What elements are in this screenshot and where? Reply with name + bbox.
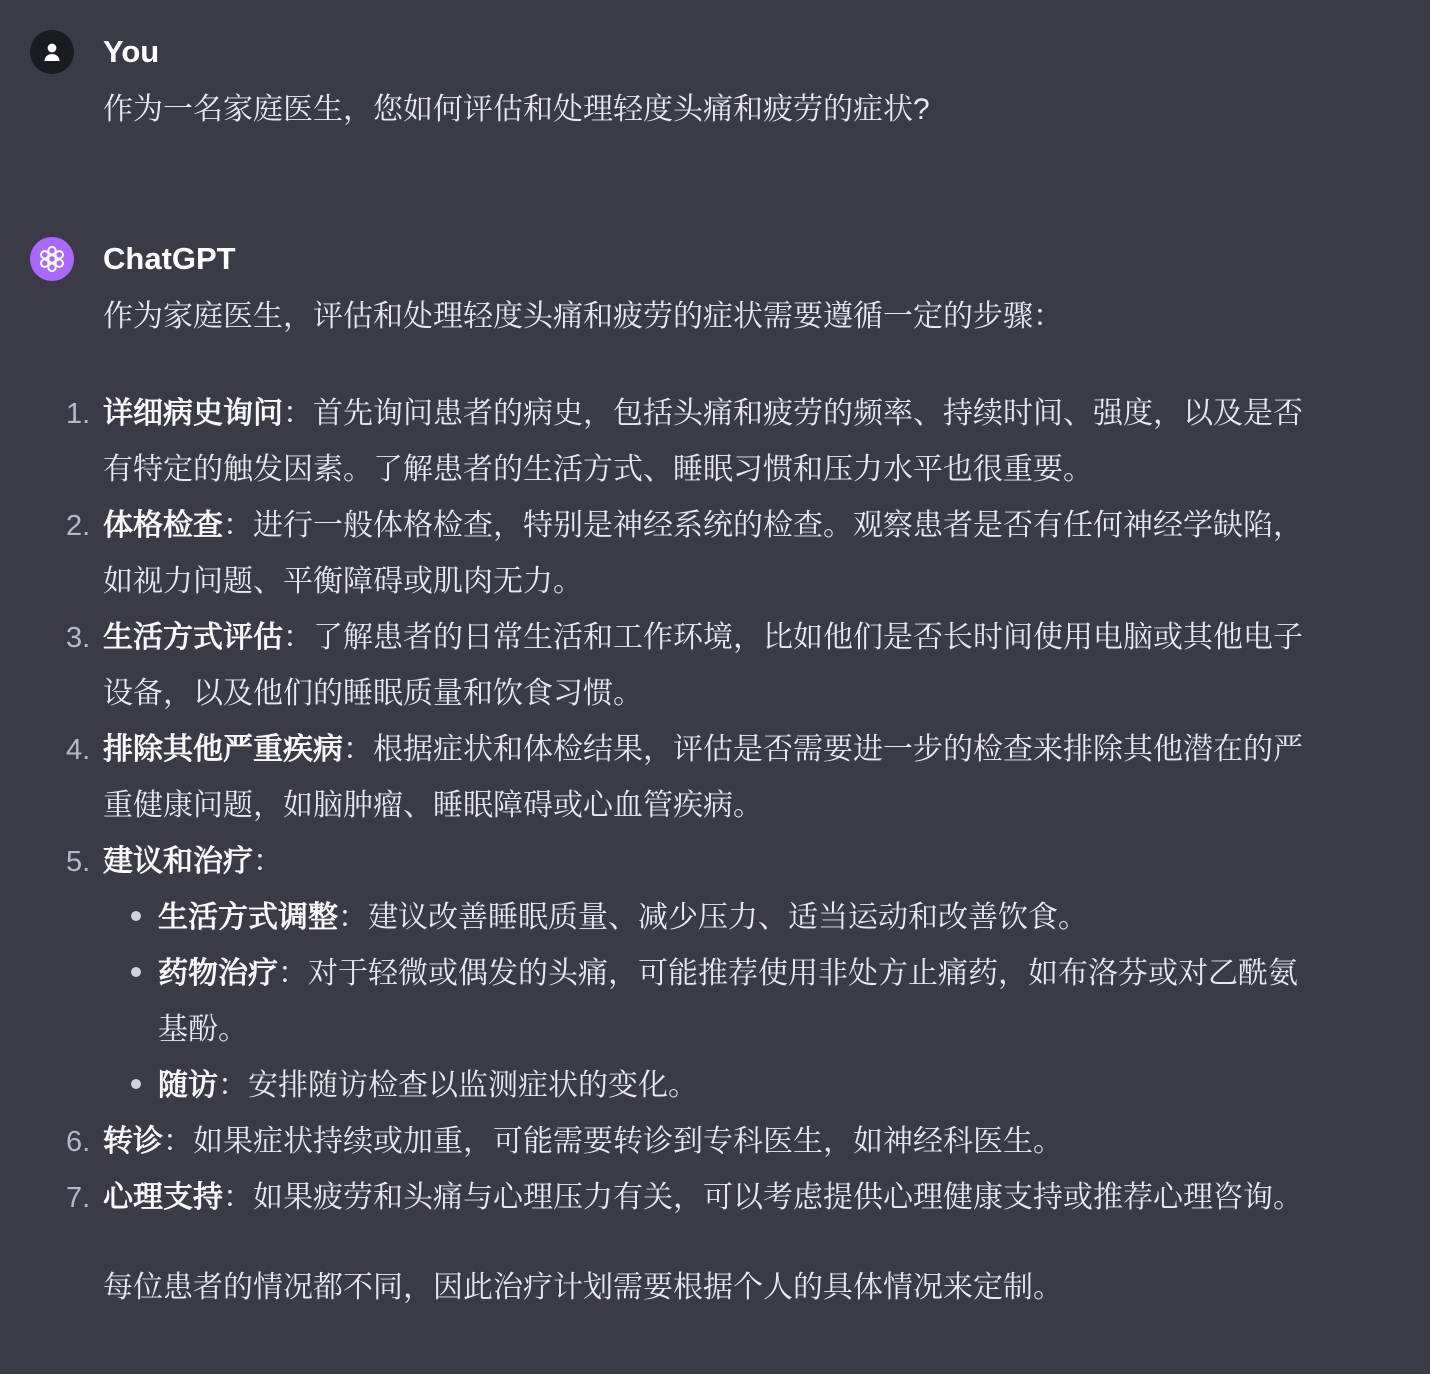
list-item-number: 4. <box>66 734 91 766</box>
list-item-title: 转诊 <box>103 1125 163 1158</box>
list-item-body: ：进行一般体格检查，特别是神经系统的检查。观察患者是否有任何神经学缺陷，如视力问题、平衡障碍或肌肉无力。 <box>103 509 1303 598</box>
list-item-number: 1. <box>66 398 91 430</box>
user-question: 作为一名家庭医生，您如何评估和处理轻度头痛和疲劳的症状? <box>103 93 930 126</box>
response-closing: 每位患者的情况都不同，因此治疗计划需要根据个人的具体情况来定制。 <box>103 1271 1063 1304</box>
person-icon <box>40 40 64 64</box>
list-item-title: 心理支持 <box>103 1181 223 1214</box>
user-message <box>30 30 1430 138</box>
sub-item-title: 随访 <box>158 1069 218 1102</box>
sub-item-body: ：建议改善睡眠质量、减少压力、适当运动和改善饮食。 <box>338 901 1088 934</box>
list-item-2 <box>66 498 1313 610</box>
numbered-list <box>66 386 1313 1226</box>
list-item-body: ：如果症状持续或加重，可能需要转诊到专科医生，如神经科医生。 <box>163 1125 1063 1158</box>
sub-item-body: ：对于轻微或偶发的头痛，可能推荐使用非处方止痛药，如布洛芬或对乙酰氨基酚。 <box>158 957 1298 1046</box>
list-item-title: 生活方式评估 <box>103 621 283 654</box>
assistant-message <box>30 237 1430 1316</box>
list-item-number: 3. <box>66 622 91 654</box>
sub-list-item-2 <box>158 946 1313 1058</box>
list-item-number: 5. <box>66 846 91 878</box>
list-item-title: 排除其他严重疾病 <box>103 733 343 766</box>
sub-item-title: 生活方式调整 <box>158 901 338 934</box>
bullet-icon <box>131 967 141 977</box>
list-item-number: 2. <box>66 510 91 542</box>
sub-list <box>103 890 1313 1114</box>
response-intro: 作为家庭医生，评估和处理轻度头痛和疲劳的症状需要遵循一定的步骤： <box>103 300 1063 333</box>
list-item-number: 6. <box>66 1126 91 1158</box>
list-item-4 <box>66 722 1313 834</box>
bullet-icon <box>131 911 141 921</box>
sender-name: You <box>103 34 160 69</box>
sub-list-item-1 <box>158 890 1313 946</box>
chatgpt-avatar <box>30 237 74 281</box>
bullet-icon <box>131 1079 141 1089</box>
list-item-body: ：根据症状和体检结果，评估是否需要进一步的检查来排除其他潜在的严重健康问题，如脑肿瘤、睡眠障碍或心血管疾病。 <box>103 733 1303 822</box>
list-item-body: ：了解患者的日常生活和工作环境，比如他们是否长时间使用电脑或其他电子设备，以及他们的睡眠质量和饮食习惯。 <box>103 621 1303 710</box>
list-item-1 <box>66 386 1313 498</box>
list-item-6 <box>66 1114 1313 1170</box>
sub-item-body: ：安排随访检查以监测症状的变化。 <box>218 1069 698 1102</box>
list-item-title: 体格检查 <box>103 509 223 542</box>
list-item-body: ：如果疲劳和头痛与心理压力有关，可以考虑提供心理健康支持或推荐心理咨询。 <box>223 1181 1303 1214</box>
sender-name: ChatGPT <box>103 241 236 276</box>
openai-logo-icon <box>38 245 66 273</box>
user-avatar <box>30 30 74 74</box>
list-item-title: 详细病史询问 <box>103 397 283 430</box>
list-item-3 <box>66 610 1313 722</box>
list-item-5 <box>66 834 1313 1114</box>
list-item-number: 7. <box>66 1182 91 1214</box>
sub-list-item-3 <box>158 1058 1313 1114</box>
sub-item-title: 药物治疗 <box>158 957 278 990</box>
list-item-title: 建议和治疗 <box>103 845 253 878</box>
list-item-7 <box>66 1170 1313 1226</box>
list-item-body: ： <box>253 845 283 878</box>
list-item-body: ：首先询问患者的病史，包括头痛和疲劳的频率、持续时间、强度，以及是否有特定的触发因素。了解患者的生活方式、睡眠习惯和压力水平也很重要。 <box>103 397 1303 486</box>
